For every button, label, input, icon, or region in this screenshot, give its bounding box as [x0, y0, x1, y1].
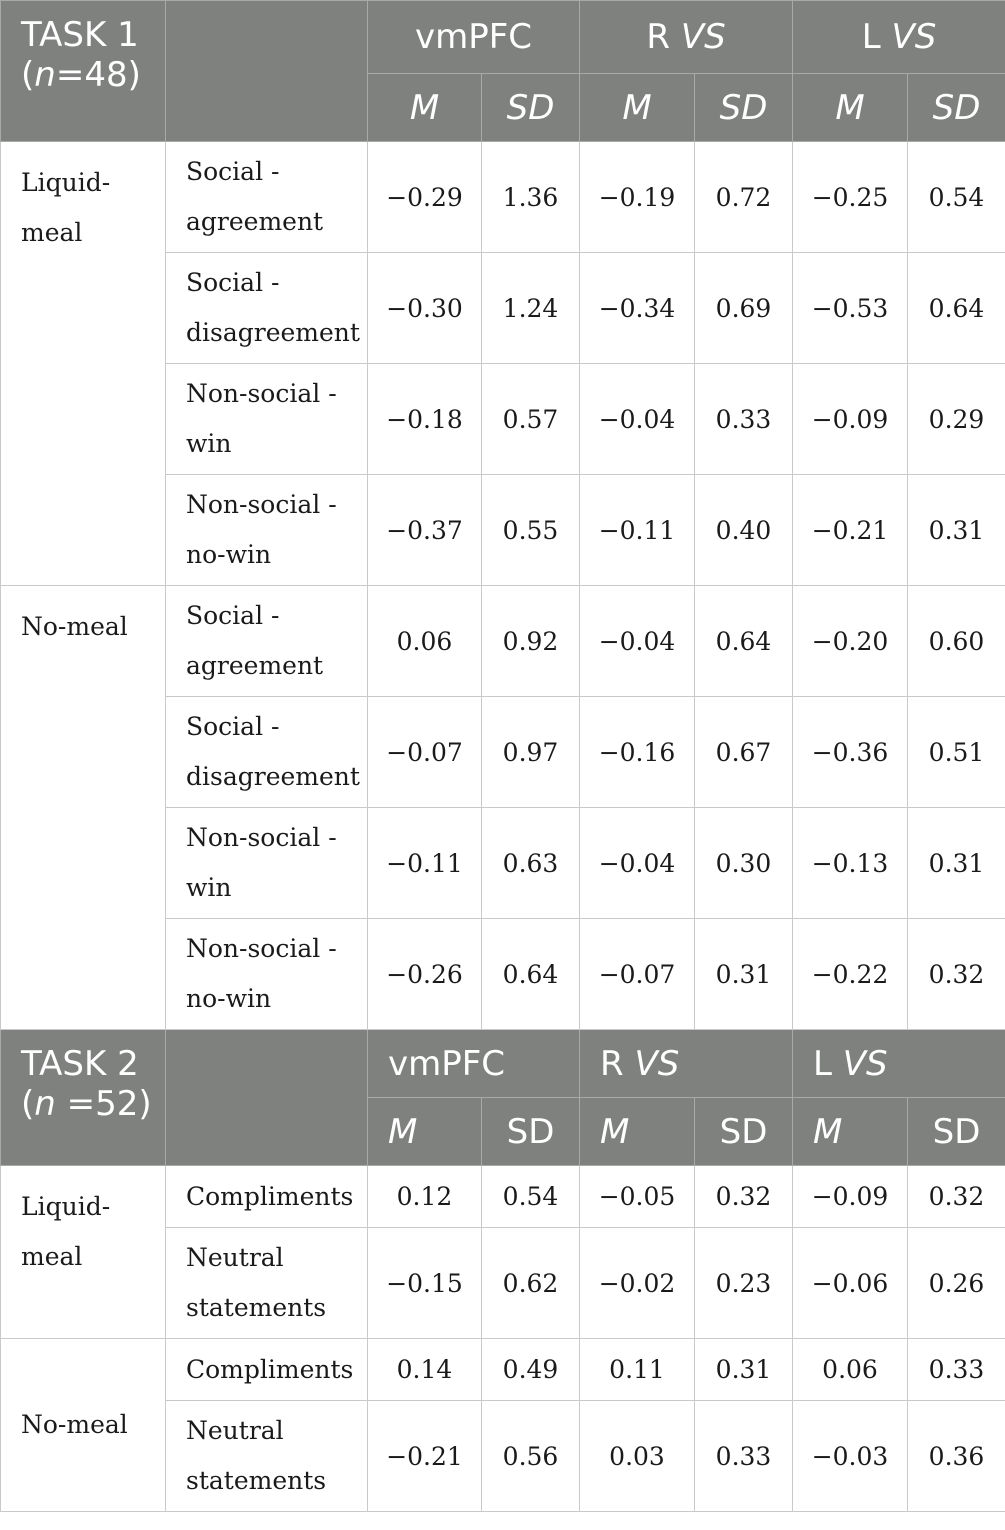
task1-vmpfc-label: vmPFC — [414, 17, 533, 57]
task2-vmpfc-label: vmPFC — [388, 1043, 506, 1084]
condition-cell: Neutral statements — [166, 1401, 368, 1512]
condition-cell: Social - agreement — [166, 142, 368, 253]
value-cell: 0.26 — [908, 1228, 1005, 1339]
task1-rvs-sd: SD — [695, 74, 793, 142]
value-cell: −0.29 — [368, 142, 482, 253]
task1-rvs-header — [580, 1, 793, 74]
value-cell: 0.54 — [482, 1166, 580, 1228]
task1-title — [1, 1, 166, 142]
value-cell: 0.31 — [695, 1339, 793, 1401]
value-cell: −0.07 — [368, 697, 482, 808]
value-cell: 0.36 — [908, 1401, 1005, 1512]
value-cell: 0.11 — [580, 1339, 695, 1401]
value-cell: 0.56 — [482, 1401, 580, 1512]
task2-lvs-m: M — [793, 1098, 908, 1166]
table-row — [1, 1339, 1005, 1401]
value-cell: −0.36 — [793, 697, 908, 808]
task2-lvs-header — [793, 1030, 1005, 1098]
task2-n-symbol: n — [34, 1084, 56, 1124]
value-cell: 0.97 — [482, 697, 580, 808]
table-row — [1, 142, 1005, 253]
value-cell: 0.92 — [482, 586, 580, 697]
value-cell: −0.25 — [793, 142, 908, 253]
task2-open-paren: ( — [21, 1084, 35, 1124]
value-cell: 0.64 — [482, 919, 580, 1030]
task2-rvs-sd: SD — [695, 1098, 793, 1166]
value-cell: 0.60 — [908, 586, 1005, 697]
meal-cell: Liquid- meal — [1, 1166, 166, 1339]
condition-cell: Social - disagreement — [166, 253, 368, 364]
value-cell: 0.54 — [908, 142, 1005, 253]
value-cell: −0.06 — [793, 1228, 908, 1339]
task1-rvs-prefix: R — [646, 17, 681, 57]
value-cell: −0.05 — [580, 1166, 695, 1228]
value-cell: 0.29 — [908, 364, 1005, 475]
task2-title-label: TASK 2 — [21, 1044, 139, 1084]
value-cell: 0.63 — [482, 808, 580, 919]
value-cell: −0.16 — [580, 697, 695, 808]
value-cell: −0.19 — [580, 142, 695, 253]
task2-vmpfc-sd: SD — [482, 1098, 580, 1166]
condition-cell: Non-social - win — [166, 364, 368, 475]
condition-cell: Social - disagreement — [166, 697, 368, 808]
task2-vmpfc-m: M — [368, 1098, 482, 1166]
condition-cell: Non-social - no-win — [166, 475, 368, 586]
value-cell: −0.22 — [793, 919, 908, 1030]
task2-lvs-prefix: L — [813, 1043, 843, 1084]
meal-cell: No-meal — [1, 1339, 166, 1512]
table-row — [1, 1166, 1005, 1228]
value-cell: 0.12 — [368, 1166, 482, 1228]
value-cell: −0.04 — [580, 586, 695, 697]
task1-lvs-label: VS — [891, 17, 937, 57]
value-cell: 1.24 — [482, 253, 580, 364]
value-cell: 0.06 — [793, 1339, 908, 1401]
value-cell: 0.06 — [368, 586, 482, 697]
task1-rvs-m: M — [580, 74, 695, 142]
task1-open-paren: ( — [21, 55, 35, 95]
task1-lvs-m: M — [793, 74, 908, 142]
value-cell: −0.21 — [368, 1401, 482, 1512]
value-cell: 0.33 — [908, 1339, 1005, 1401]
value-cell: −0.09 — [793, 364, 908, 475]
value-cell: −0.20 — [793, 586, 908, 697]
task1-n-value: =48) — [55, 55, 141, 95]
value-cell: −0.02 — [580, 1228, 695, 1339]
value-cell: −0.30 — [368, 253, 482, 364]
task2-n-value: =52) — [55, 1084, 152, 1124]
value-cell: −0.11 — [580, 475, 695, 586]
task1-vmpfc-sd: SD — [482, 74, 580, 142]
value-cell: 0.72 — [695, 142, 793, 253]
task1-title-label: TASK 1 — [21, 15, 139, 55]
value-cell: 0.49 — [482, 1339, 580, 1401]
value-cell: 0.51 — [908, 697, 1005, 808]
value-cell: 0.33 — [695, 1401, 793, 1512]
value-cell: −0.13 — [793, 808, 908, 919]
value-cell: −0.15 — [368, 1228, 482, 1339]
value-cell: −0.53 — [793, 253, 908, 364]
condition-cell: Social - agreement — [166, 586, 368, 697]
condition-cell: Non-social - no-win — [166, 919, 368, 1030]
value-cell: 0.64 — [695, 586, 793, 697]
value-cell: −0.26 — [368, 919, 482, 1030]
value-cell: −0.09 — [793, 1166, 908, 1228]
task1-n-symbol: n — [34, 55, 56, 95]
task2-header — [1, 1030, 1005, 1166]
value-cell: −0.07 — [580, 919, 695, 1030]
value-cell: 0.31 — [908, 475, 1005, 586]
value-cell: −0.04 — [580, 808, 695, 919]
value-cell: 0.03 — [580, 1401, 695, 1512]
task1-header — [1, 1, 1005, 142]
value-cell: 0.31 — [695, 919, 793, 1030]
value-cell: −0.11 — [368, 808, 482, 919]
value-cell: 0.69 — [695, 253, 793, 364]
task2-rvs-header — [580, 1030, 793, 1098]
task1-vmpfc-header — [368, 1, 580, 74]
task2-lvs-sd: SD — [908, 1098, 1005, 1166]
value-cell: 0.31 — [908, 808, 1005, 919]
value-cell: 0.62 — [482, 1228, 580, 1339]
value-cell: 0.32 — [908, 1166, 1005, 1228]
value-cell: 1.36 — [482, 142, 580, 253]
value-cell: 0.32 — [908, 919, 1005, 1030]
condition-cell: Compliments — [166, 1166, 368, 1228]
value-cell: 0.67 — [695, 697, 793, 808]
value-cell: 0.55 — [482, 475, 580, 586]
task1-condition-header — [166, 1, 368, 142]
value-cell: 0.14 — [368, 1339, 482, 1401]
value-cell: −0.21 — [793, 475, 908, 586]
task2-rvs-prefix: R — [600, 1043, 635, 1084]
task2-rvs-m: M — [580, 1098, 695, 1166]
condition-cell: Compliments — [166, 1339, 368, 1401]
condition-cell: Non-social - win — [166, 808, 368, 919]
task1-lvs-sd: SD — [908, 74, 1005, 142]
value-cell: 0.57 — [482, 364, 580, 475]
value-cell: −0.03 — [793, 1401, 908, 1512]
task2-body — [1, 1166, 1005, 1512]
task2-title — [1, 1030, 166, 1166]
value-cell: 0.23 — [695, 1228, 793, 1339]
value-cell: −0.18 — [368, 364, 482, 475]
task1-rvs-label: VS — [680, 17, 726, 57]
task1-vmpfc-m: M — [368, 74, 482, 142]
value-cell: −0.34 — [580, 253, 695, 364]
value-cell: 0.64 — [908, 253, 1005, 364]
value-cell: 0.33 — [695, 364, 793, 475]
meal-cell: Liquid- meal — [1, 142, 166, 586]
table-row — [1, 586, 1005, 697]
value-cell: 0.30 — [695, 808, 793, 919]
task2-vmpfc-header — [368, 1030, 580, 1098]
task1-body — [1, 142, 1005, 1030]
task2-lvs-label: VS — [842, 1043, 888, 1084]
task2-rvs-label: VS — [634, 1043, 680, 1084]
condition-cell: Neutral statements — [166, 1228, 368, 1339]
task1-lvs-prefix: L — [861, 17, 892, 57]
task1-lvs-header — [793, 1, 1005, 74]
value-cell: 0.32 — [695, 1166, 793, 1228]
value-cell: −0.37 — [368, 475, 482, 586]
task2-condition-header — [166, 1030, 368, 1166]
value-cell: 0.40 — [695, 475, 793, 586]
meal-cell: No-meal — [1, 586, 166, 1030]
value-cell: −0.04 — [580, 364, 695, 475]
